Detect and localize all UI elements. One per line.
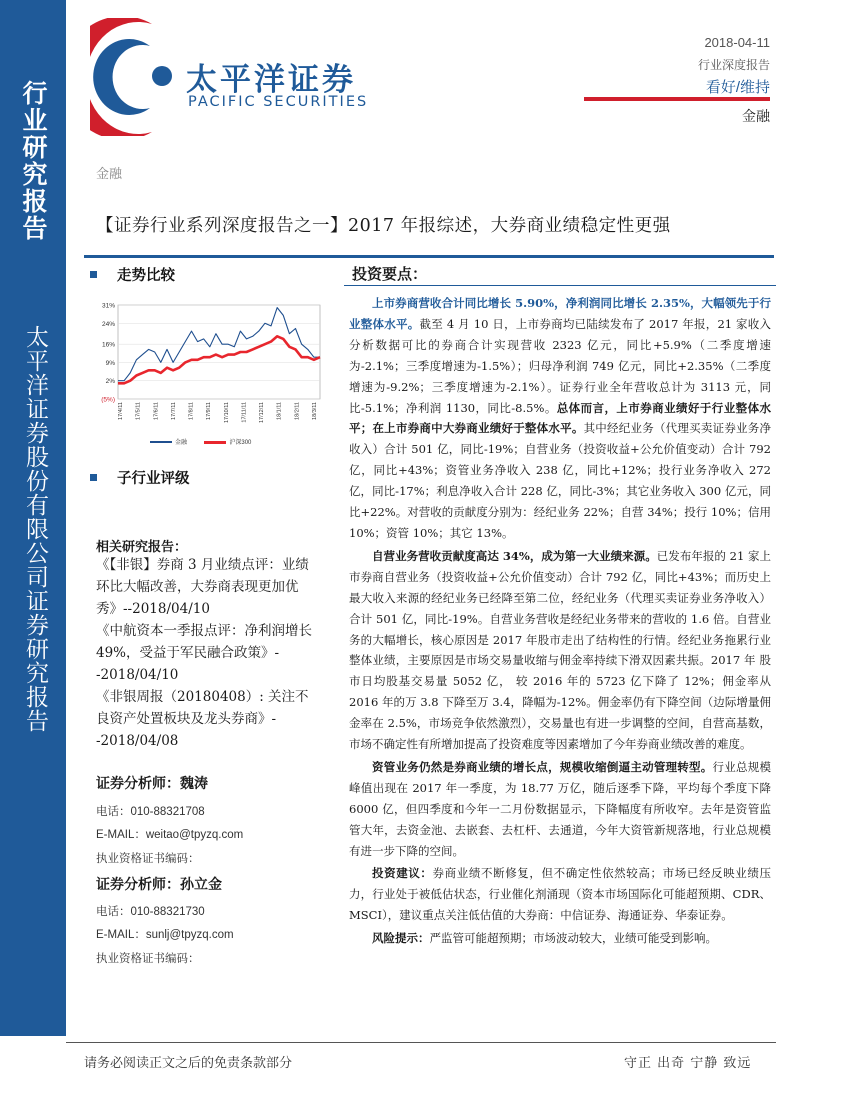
related-reports-title: 相关研究报告：: [96, 540, 188, 555]
investment-highlights-title: 投资要点：: [352, 265, 428, 283]
related-report-item: 《非银周报（20180408）: 关注不良资产处置板块及龙头券商》--2018/04/08: [96, 689, 309, 749]
highlight-paragraph: [349, 293, 771, 544]
analyst-cert: 执业资格证书编码：: [96, 853, 200, 865]
legend-swatch-finance: [150, 441, 172, 443]
paragraph-text: 行业总规模峰值出现在 2017 年一季度，为 18.77 万亿，随后逐季下降，平均每个季度下降 6000 亿，但四季度和今年一二月份数据显示，下降幅度有所收窄。去年是资管监管大年，去资金池、去嵌套、去杠杆、去通道，今年大资管新规落地，行业总规模有进一步下降的空间。: [349, 759, 772, 858]
y-tick-label: 2%: [105, 378, 115, 386]
analyst-cert: 执业资格证书编码：: [96, 953, 200, 965]
x-tick-label: 17/8/11: [188, 402, 195, 420]
paragraph-text: 券商业绩不断修复，但不确定性依然较高；市场已经反映业绩压力，行业处于被低估状态，行业催化剂涌现（资本市场国际化可能超预期、CDR、MSCI），建议重点关注低估值的大券商：中信证券、海通证券、华泰证券。: [349, 866, 771, 923]
legend-swatch-hs300: [204, 441, 226, 444]
highlight-paragraph: [349, 757, 771, 862]
analyst-name: 证券分析师：孙立金: [96, 877, 222, 893]
sector-label: 金融: [742, 109, 770, 125]
highlights-divider: [344, 285, 776, 286]
report-title: 【证券行业系列深度报告之一】2017 年报综述，大券商业绩稳定性更强: [96, 216, 671, 236]
x-tick-label: 18/3/11: [312, 402, 318, 420]
logo-chinese-name: 太平洋证券: [186, 62, 356, 98]
x-tick-label: 17/6/11: [153, 402, 160, 420]
y-tick-label: 16%: [101, 341, 115, 349]
analyst-phone: 电话：010-88321730: [96, 906, 205, 918]
analyst-name: 证券分析师：魏涛: [96, 776, 208, 792]
x-tick-label: 17/5/11: [135, 402, 142, 420]
paragraph-lead: 风险提示：: [372, 931, 430, 946]
highlight-paragraph: [349, 546, 771, 755]
highlight-paragraph: [349, 928, 771, 949]
analyst-email: E-MAIL：sunlj@tpyzq.com: [96, 929, 234, 941]
x-tick-label: 18/1/11: [276, 402, 283, 420]
footer-divider: [66, 1042, 776, 1043]
investment-highlights-body: [349, 293, 771, 951]
rating-divider: [584, 97, 770, 101]
y-tick-label: (5%): [101, 396, 115, 404]
paragraph-emphasis: 总体而言，上市券商业绩好于行业整体水平；在上市券商中大券商业绩好于整体水平。: [349, 400, 772, 436]
trend-section-title: 走势比较: [117, 267, 175, 284]
paragraph-text: 已发布年报的 21 家上市券商自营业务（投资收益+公允价值变动）合计 792 亿，同比+43%；而历史上最大收入来源的经纪业务已经降至第二位，经纪业务（代理买卖证券业务净收入）合计 501 亿，同比-19%。自营业务营收是经纪业务带来的营收的 1.6 倍。自营业务的大幅增长，核心原因是 2017 年股市走出了结构性的行情。经纪业务拖累行业整体业绩，主要原因是市场交易量收缩与佣金率持续下滑双因素共振。2017 年 股市日均股基交易量 5052 亿， 较 2016 年的 5723 亿下降了 12%；佣金率从 2016 年的万 3.8 下降至万 3.4，降幅为-12%。佣金率仍有下降空间（边际增量佣金率在 2.5%，市场竞争依然激烈），交易量也有进一步调整的空间，自营高基数，市场不确定性有所增加提高了投资难度等因素增加了今年券商业绩改善的难度。: [349, 548, 771, 752]
x-tick-label: 18/2/11: [294, 402, 301, 420]
x-tick-label: 17/11/11: [241, 402, 248, 423]
paragraph-text: 严监管可能超预期；市场波动较大，业绩可能受到影响。: [429, 931, 717, 946]
y-tick-label: 9%: [105, 359, 115, 367]
analyst-phone: 电话：010-88321708: [96, 806, 205, 818]
series-line-hs300: [118, 336, 320, 383]
paragraph-lead: 资管业务仍然是券商业绩的增长点，规模收缩倒逼主动管理转型。: [372, 759, 713, 774]
trend-chart: [92, 297, 330, 427]
section-bullet-icon: [90, 474, 97, 481]
y-tick-label: 24%: [101, 320, 115, 328]
sub-rating-section-title: 子行业评级: [117, 470, 190, 487]
y-tick-label: 31%: [101, 302, 115, 310]
x-tick-label: 17/7/11: [170, 402, 177, 420]
x-tick-label: 17/4/11: [118, 402, 124, 420]
highlight-paragraph: [349, 863, 771, 926]
sidebar-company-name: 太平洋证券股份有限公司证券研究报告: [22, 325, 48, 733]
paragraph-text: 截至 4 月 10 日，上市券商均已陆续发布了 2017 年报，21 家收入分析数据可比的券商合计实现营收 2323 亿元，同比+5.9%（二季度增速为-2.1%；三季度增速为-1.5%）；归母净利润 749 亿元，同比+2.35%（二季度增速为-9.2%；三季度增速为-2.1%）。证券行业全年营收总计为 3113 元，同比-5.1%；净利润 1130，同比-8.5%。: [349, 316, 772, 415]
chart-plot-frame: [118, 305, 320, 399]
legend-label-finance: 金融: [175, 440, 188, 446]
footer-disclaimer: 请务必阅读正文之后的免责条款部分: [84, 1056, 293, 1071]
title-divider: [84, 255, 774, 258]
chart-legend: [150, 437, 251, 446]
paragraph-text: 其中经纪业务（代理买卖证券业务净收入）合计 501 亿，同比-19%；自营业务（投资收益+公允价值变动）合计 792 亿，同比+43%；资管业务净收入 238 亿，同比+12%；投行业务净收入 272 亿，同比-17%；利息净收入合计 228 亿，同比-3%；其它业务收入 300 亿元，同比+22%。对营收的贡献度分别为：经纪业务 22%；自营 34%；投行 10%；信用 10%；资管 10%；其它 13%。: [349, 421, 772, 540]
report-date: 2018-04-11: [704, 35, 770, 50]
sidebar-report-label: 行业研究报告: [19, 80, 48, 242]
section-bullet-icon: [90, 271, 97, 278]
paragraph-lead: 上市券商营收合计同比增长 5.90%，净利润同比增长 2.35%，大幅领先于行业整体水平。: [349, 296, 771, 331]
related-report-item: 《中航资本一季报点评：净利润增长 49%，受益于军民融合政策》--2018/04/10: [96, 623, 312, 683]
report-type: 行业深度报告: [697, 58, 770, 72]
paragraph-lead: 自营业务营收贡献度高达 34%，成为第一大业绩来源。: [372, 548, 657, 563]
x-tick-label: 17/10/11: [223, 402, 230, 424]
x-tick-label: 17/12/11: [259, 402, 266, 424]
company-logo-icon: [90, 18, 190, 136]
x-tick-label: 17/9/11: [206, 402, 213, 420]
related-report-item: 《【非银】券商 3 月业绩点评：业绩环比大幅改善，大券商表现更加优秀》--2018/04/10: [96, 557, 309, 617]
sector-small-label: 金融: [96, 167, 123, 182]
industry-rating: 看好/维持: [705, 79, 770, 96]
paragraph-lead: 投资建议：: [372, 866, 433, 881]
legend-label-hs300: 沪深300: [229, 440, 252, 446]
logo-english-name: PACIFIC SECURITIES: [188, 94, 369, 110]
analyst-email: E-MAIL：weitao@tpyzq.com: [96, 829, 244, 841]
footer-motto: 守正 出奇 宁静 致远: [624, 1056, 752, 1071]
